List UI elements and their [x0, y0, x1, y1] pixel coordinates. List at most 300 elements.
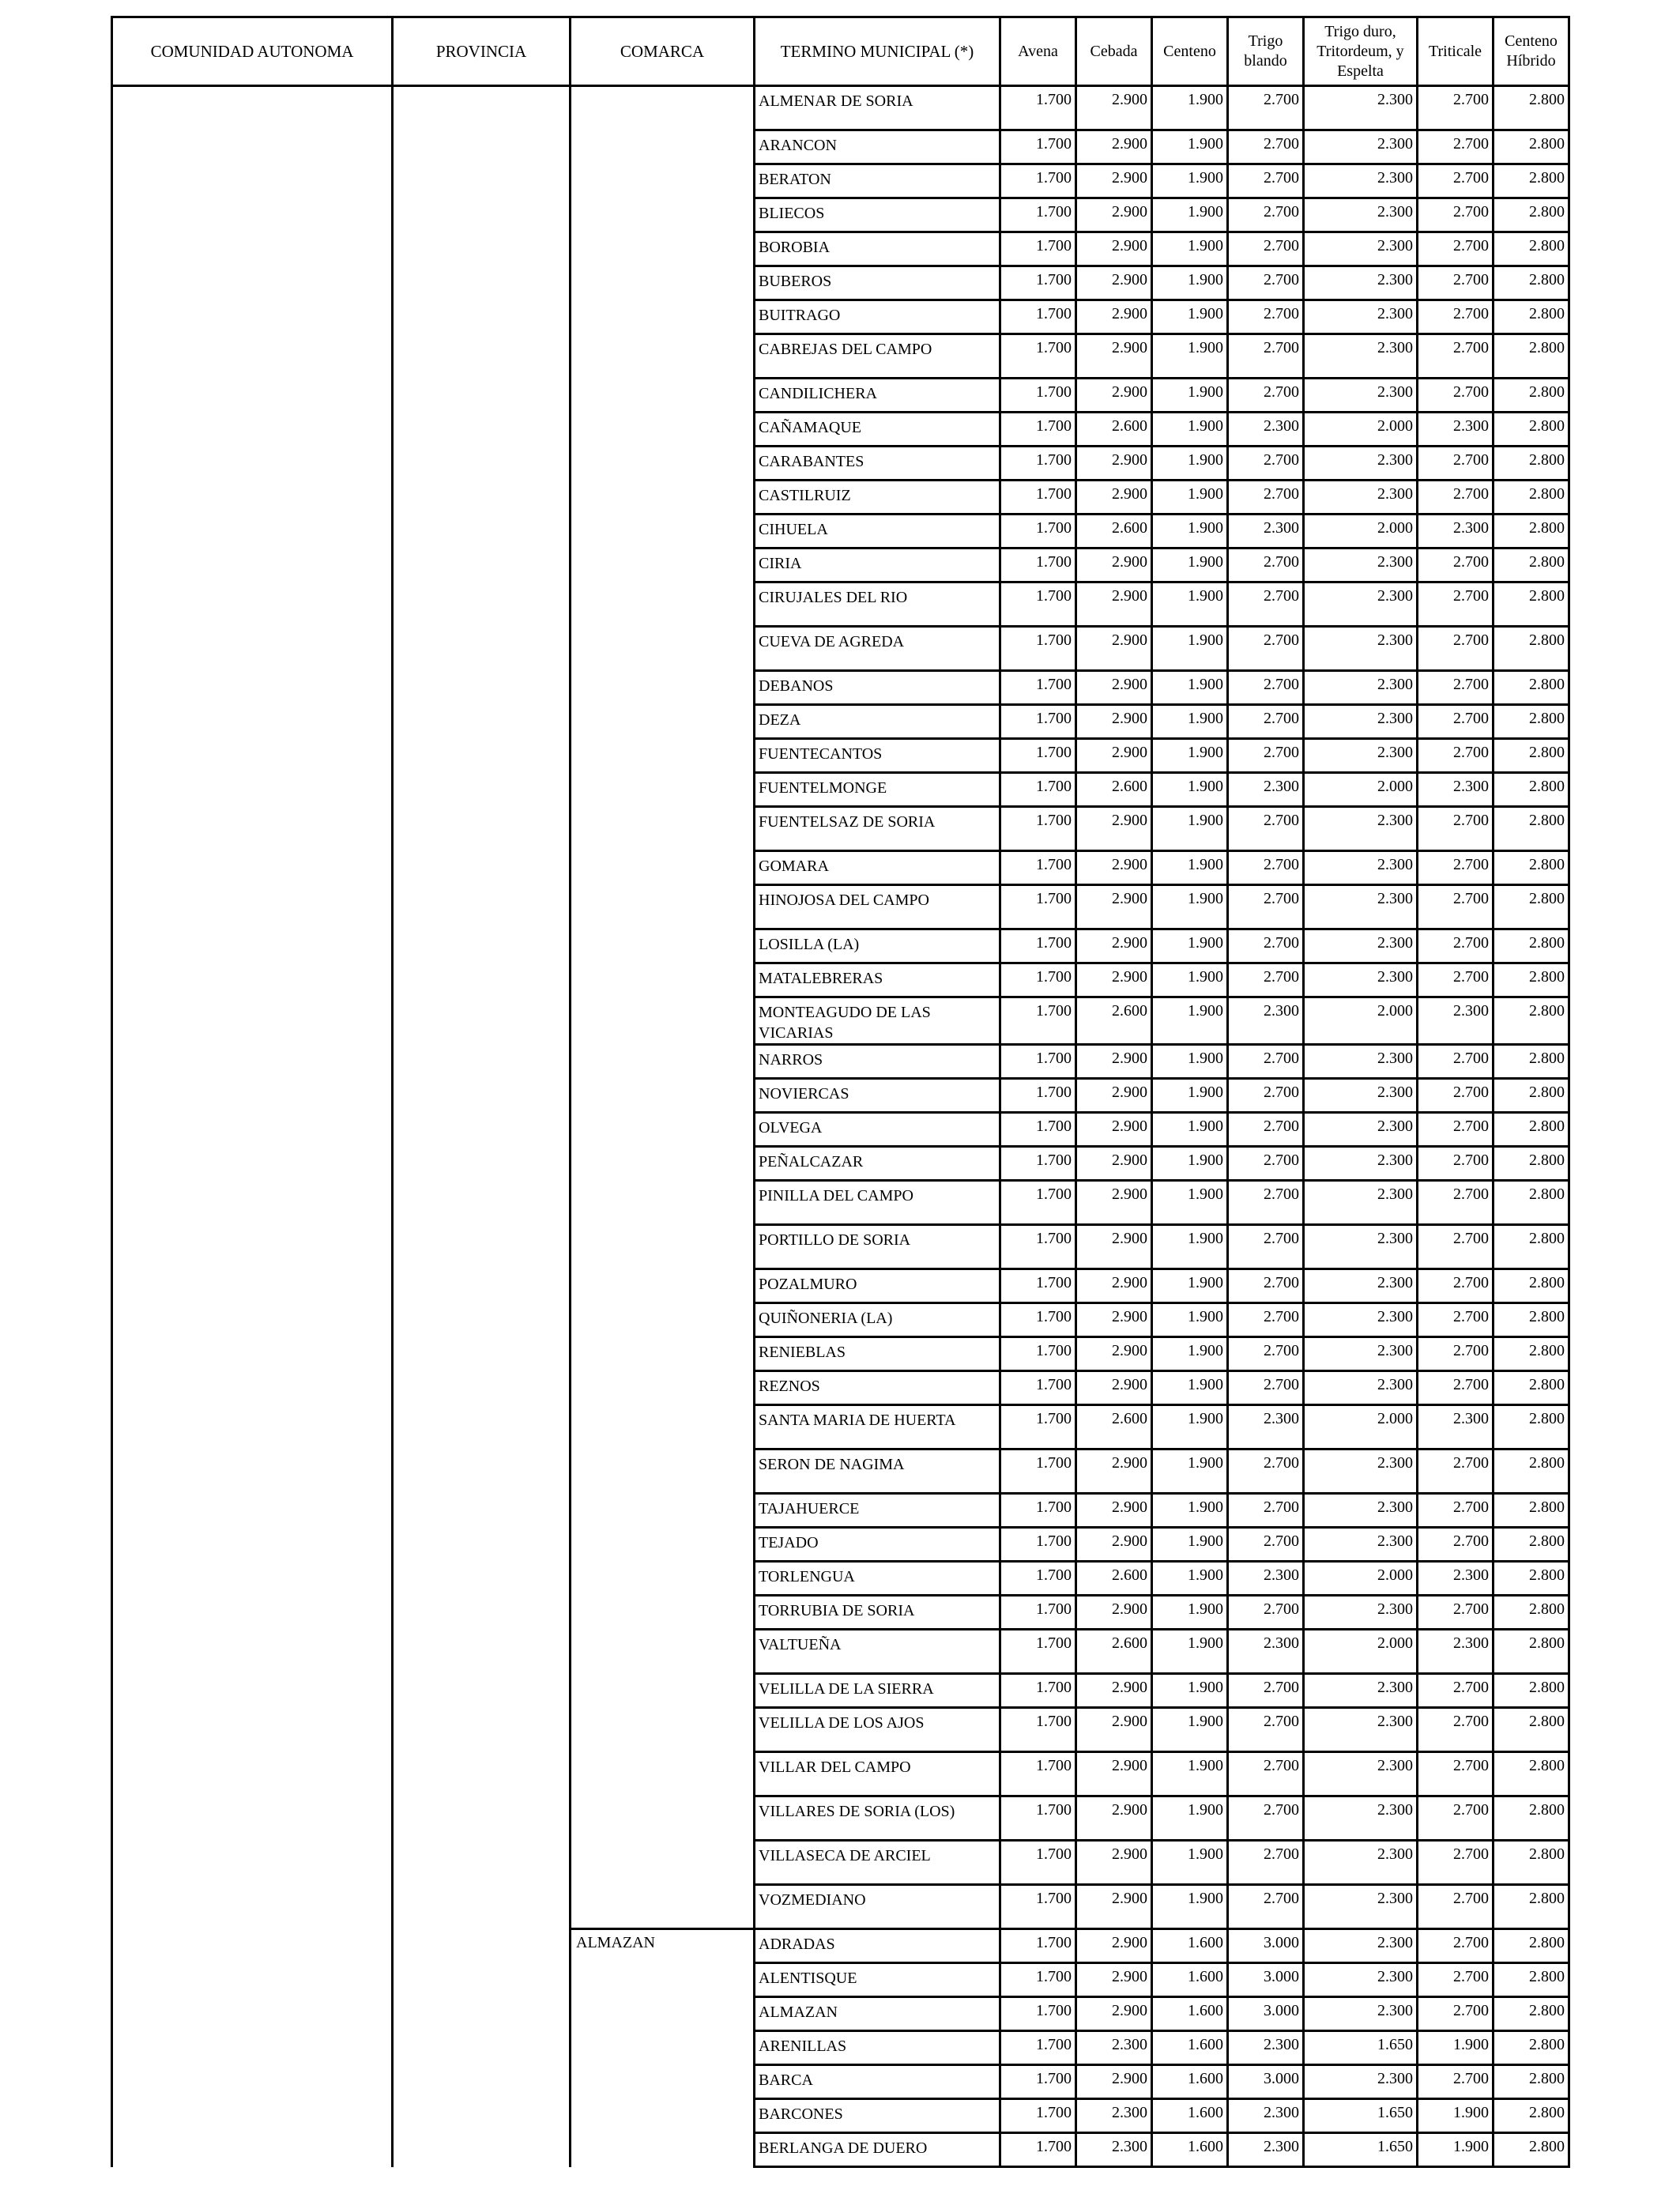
- table-row: [112, 851, 1569, 885]
- centeno-cell: 1.900: [1152, 1630, 1228, 1674]
- centeno-hibrido-cell: 2.800: [1494, 1079, 1569, 1113]
- trigo-blando-cell: 2.700: [1228, 1796, 1304, 1841]
- cebada-cell: 2.900: [1076, 1796, 1152, 1841]
- triticale-cell: 2.700: [1418, 1079, 1494, 1113]
- triticale-cell: 2.700: [1418, 2065, 1494, 2099]
- triticale-cell: 2.700: [1418, 1371, 1494, 1405]
- comarca-cell: [571, 671, 755, 705]
- triticale-cell: 1.900: [1418, 2031, 1494, 2065]
- trigo-blando-cell: 2.700: [1228, 1113, 1304, 1147]
- provincia-cell: [393, 929, 571, 963]
- comunidad-cell: [112, 963, 393, 997]
- municipio-cell: TORLENGUA: [755, 1562, 1000, 1596]
- centeno-cell: 1.900: [1152, 379, 1228, 413]
- trigo-blando-cell: 2.300: [1228, 413, 1304, 447]
- provincia-cell: [393, 447, 571, 481]
- centeno-hibrido-cell: 2.800: [1494, 515, 1569, 548]
- comunidad-cell: [112, 1885, 393, 1929]
- cebada-cell: 2.900: [1076, 548, 1152, 582]
- centeno-hibrido-cell: 2.800: [1494, 300, 1569, 334]
- cebada-cell: 2.900: [1076, 705, 1152, 739]
- provincia-cell: [393, 334, 571, 379]
- centeno-cell: 1.900: [1152, 1596, 1228, 1630]
- avena-cell: 1.700: [1000, 266, 1076, 300]
- centeno-cell: 1.900: [1152, 1796, 1228, 1841]
- provincia-cell: [393, 582, 571, 627]
- table-row: [112, 739, 1569, 773]
- comarca-cell: [571, 1562, 755, 1596]
- table-row: [112, 379, 1569, 413]
- comunidad-cell: [112, 1371, 393, 1405]
- centeno-cell: 1.900: [1152, 1494, 1228, 1528]
- comarca-cell: [571, 627, 755, 671]
- avena-cell: 1.700: [1000, 671, 1076, 705]
- centeno-hibrido-cell: 2.800: [1494, 1494, 1569, 1528]
- table-row: [112, 447, 1569, 481]
- comarca-cell: [571, 1269, 755, 1303]
- triticale-cell: 2.300: [1418, 1630, 1494, 1674]
- comunidad-cell: [112, 2031, 393, 2065]
- cebada-cell: 2.900: [1076, 1269, 1152, 1303]
- centeno-hibrido-cell: 2.800: [1494, 1113, 1569, 1147]
- table-row: [112, 1494, 1569, 1528]
- provincia-cell: [393, 627, 571, 671]
- trigo-blando-cell: 2.700: [1228, 198, 1304, 232]
- centeno-cell: 1.900: [1152, 1562, 1228, 1596]
- trigo-duro-cell: 2.300: [1304, 1752, 1418, 1796]
- triticale-cell: 2.700: [1418, 1674, 1494, 1708]
- table-row: [112, 1796, 1569, 1841]
- municipio-cell: PINILLA DEL CAMPO: [755, 1181, 1000, 1225]
- avena-cell: 1.700: [1000, 929, 1076, 963]
- trigo-blando-cell: 2.300: [1228, 1405, 1304, 1449]
- cebada-cell: 2.900: [1076, 1528, 1152, 1562]
- comunidad-cell: [112, 2099, 393, 2133]
- centeno-hibrido-cell: 2.800: [1494, 1796, 1569, 1841]
- provincia-cell: [393, 232, 571, 266]
- comunidad-cell: [112, 1596, 393, 1630]
- triticale-cell: 1.900: [1418, 2099, 1494, 2133]
- provincia-cell: [393, 1596, 571, 1630]
- provincia-cell: [393, 1885, 571, 1929]
- centeno-cell: 1.900: [1152, 1885, 1228, 1929]
- avena-cell: 1.700: [1000, 1796, 1076, 1841]
- centeno-hibrido-cell: 2.800: [1494, 1449, 1569, 1494]
- trigo-duro-cell: 2.300: [1304, 851, 1418, 885]
- centeno-cell: 1.900: [1152, 334, 1228, 379]
- municipio-cell: ALENTISQUE: [755, 1963, 1000, 1997]
- comarca-cell: [571, 1303, 755, 1337]
- trigo-duro-cell: 2.300: [1304, 807, 1418, 851]
- comarca-cell: [571, 130, 755, 164]
- centeno-hibrido-cell: 2.800: [1494, 1147, 1569, 1181]
- provincia-cell: [393, 1528, 571, 1562]
- comarca-cell: [571, 1113, 755, 1147]
- table-row: [112, 300, 1569, 334]
- municipio-cell: ALMENAR DE SORIA: [755, 86, 1000, 130]
- municipio-cell: PEÑALCAZAR: [755, 1147, 1000, 1181]
- trigo-duro-cell: 2.300: [1304, 1337, 1418, 1371]
- triticale-cell: 2.300: [1418, 997, 1494, 1045]
- avena-cell: 1.700: [1000, 2099, 1076, 2133]
- table-row: [112, 773, 1569, 807]
- provincia-cell: [393, 266, 571, 300]
- provincia-cell: [393, 1963, 571, 1997]
- avena-cell: 1.700: [1000, 997, 1076, 1045]
- municipio-cell: VOZMEDIANO: [755, 1885, 1000, 1929]
- comunidad-cell: [112, 1147, 393, 1181]
- comunidad-cell: [112, 413, 393, 447]
- municipio-cell: MONTEAGUDO DE LAS VICARIAS: [755, 997, 1000, 1045]
- comunidad-cell: [112, 2065, 393, 2099]
- table-row: [112, 1841, 1569, 1885]
- comarca-cell: [571, 1079, 755, 1113]
- municipio-cell: GOMARA: [755, 851, 1000, 885]
- trigo-blando-cell: 2.700: [1228, 671, 1304, 705]
- trigo-duro-cell: 2.300: [1304, 1929, 1418, 1963]
- municipio-cell: TAJAHUERCE: [755, 1494, 1000, 1528]
- centeno-hibrido-cell: 2.800: [1494, 671, 1569, 705]
- table-row: [112, 1885, 1569, 1929]
- provincia-cell: [393, 1630, 571, 1674]
- table-row: [112, 1674, 1569, 1708]
- avena-cell: 1.700: [1000, 1405, 1076, 1449]
- comarca-cell: [571, 379, 755, 413]
- cebada-cell: 2.900: [1076, 130, 1152, 164]
- comunidad-cell: [112, 1929, 393, 1963]
- provincia-cell: [393, 1841, 571, 1885]
- table-row: [112, 232, 1569, 266]
- table-row: [112, 86, 1569, 130]
- table-row: [112, 997, 1569, 1045]
- trigo-duro-cell: 2.300: [1304, 2065, 1418, 2099]
- avena-cell: 1.700: [1000, 164, 1076, 198]
- provincia-cell: [393, 1303, 571, 1337]
- centeno-hibrido-cell: 2.800: [1494, 1405, 1569, 1449]
- provincia-cell: [393, 1113, 571, 1147]
- provincia-cell: [393, 705, 571, 739]
- trigo-duro-cell: 2.300: [1304, 1674, 1418, 1708]
- comunidad-cell: [112, 1337, 393, 1371]
- provincia-cell: [393, 1405, 571, 1449]
- centeno-hibrido-cell: 2.800: [1494, 1630, 1569, 1674]
- avena-cell: 1.700: [1000, 413, 1076, 447]
- municipio-cell: TEJADO: [755, 1528, 1000, 1562]
- comarca-cell: [571, 447, 755, 481]
- cebada-cell: 2.900: [1076, 1997, 1152, 2031]
- triticale-cell: 2.700: [1418, 300, 1494, 334]
- centeno-hibrido-cell: 2.800: [1494, 2133, 1569, 2167]
- triticale-cell: 2.700: [1418, 582, 1494, 627]
- avena-cell: 1.700: [1000, 1674, 1076, 1708]
- table-row: [112, 1303, 1569, 1337]
- table-row: [112, 266, 1569, 300]
- municipio-cell: TORRUBIA DE SORIA: [755, 1596, 1000, 1630]
- avena-cell: 1.700: [1000, 2031, 1076, 2065]
- comunidad-cell: [112, 130, 393, 164]
- centeno-hibrido-cell: 2.800: [1494, 379, 1569, 413]
- table-row: [112, 807, 1569, 851]
- table-row: [112, 1079, 1569, 1113]
- triticale-cell: 2.700: [1418, 627, 1494, 671]
- cebada-cell: 2.900: [1076, 963, 1152, 997]
- comarca-cell: [571, 1045, 755, 1079]
- trigo-duro-cell: 2.300: [1304, 481, 1418, 515]
- avena-cell: 1.700: [1000, 1963, 1076, 1997]
- centeno-cell: 1.900: [1152, 413, 1228, 447]
- municipio-cell: CASTILRUIZ: [755, 481, 1000, 515]
- cebada-cell: 2.900: [1076, 929, 1152, 963]
- municipio-cell: BERATON: [755, 164, 1000, 198]
- trigo-blando-cell: 2.700: [1228, 851, 1304, 885]
- cebada-cell: 2.900: [1076, 807, 1152, 851]
- centeno-cell: 1.900: [1152, 1528, 1228, 1562]
- comunidad-cell: [112, 885, 393, 929]
- provincia-cell: [393, 2031, 571, 2065]
- trigo-blando-cell: 2.700: [1228, 379, 1304, 413]
- cebada-cell: 2.900: [1076, 447, 1152, 481]
- provincia-cell: [393, 997, 571, 1045]
- comarca-cell: [571, 1494, 755, 1528]
- trigo-duro-cell: 2.000: [1304, 515, 1418, 548]
- avena-cell: 1.700: [1000, 300, 1076, 334]
- municipio-cell: SERON DE NAGIMA: [755, 1449, 1000, 1494]
- centeno-hibrido-cell: 2.800: [1494, 1303, 1569, 1337]
- provincia-cell: [393, 1796, 571, 1841]
- trigo-blando-cell: 2.700: [1228, 1147, 1304, 1181]
- trigo-duro-cell: 2.300: [1304, 1885, 1418, 1929]
- centeno-hibrido-cell: 2.800: [1494, 1841, 1569, 1885]
- comunidad-cell: [112, 515, 393, 548]
- municipio-cell: BOROBIA: [755, 232, 1000, 266]
- trigo-duro-cell: 2.300: [1304, 1113, 1418, 1147]
- avena-cell: 1.700: [1000, 515, 1076, 548]
- cebada-cell: 2.900: [1076, 1929, 1152, 1963]
- trigo-blando-cell: 2.700: [1228, 1269, 1304, 1303]
- municipio-cell: CIRIA: [755, 548, 1000, 582]
- trigo-duro-cell: 2.300: [1304, 379, 1418, 413]
- table-row: [112, 2031, 1569, 2065]
- provincia-cell: [393, 1494, 571, 1528]
- trigo-blando-cell: 2.300: [1228, 1630, 1304, 1674]
- comunidad-cell: [112, 1181, 393, 1225]
- trigo-duro-cell: 2.300: [1304, 300, 1418, 334]
- comunidad-cell: [112, 232, 393, 266]
- cebada-cell: 2.900: [1076, 164, 1152, 198]
- triticale-cell: 2.700: [1418, 705, 1494, 739]
- centeno-cell: 1.900: [1152, 1225, 1228, 1269]
- triticale-cell: 2.700: [1418, 807, 1494, 851]
- trigo-blando-cell: 2.700: [1228, 627, 1304, 671]
- triticale-cell: 2.700: [1418, 1796, 1494, 1841]
- centeno-cell: 1.900: [1152, 300, 1228, 334]
- municipio-cell: CARABANTES: [755, 447, 1000, 481]
- centeno-cell: 1.900: [1152, 198, 1228, 232]
- centeno-cell: 1.900: [1152, 1405, 1228, 1449]
- trigo-blando-cell: 2.700: [1228, 266, 1304, 300]
- avena-cell: 1.700: [1000, 1929, 1076, 1963]
- comarca-cell: [571, 963, 755, 997]
- triticale-cell: 2.700: [1418, 1841, 1494, 1885]
- cebada-cell: 2.900: [1076, 1371, 1152, 1405]
- centeno-cell: 1.900: [1152, 851, 1228, 885]
- header-termino-municipal: TERMINO MUNICIPAL (*): [755, 17, 1000, 86]
- centeno-cell: 1.900: [1152, 671, 1228, 705]
- centeno-cell: 1.600: [1152, 1997, 1228, 2031]
- avena-cell: 1.700: [1000, 1708, 1076, 1752]
- trigo-blando-cell: 2.700: [1228, 1708, 1304, 1752]
- municipio-cell: BLIECOS: [755, 198, 1000, 232]
- municipio-cell: HINOJOSA DEL CAMPO: [755, 885, 1000, 929]
- comarca-cell: [571, 1225, 755, 1269]
- comarca-cell: [571, 515, 755, 548]
- trigo-blando-cell: 2.300: [1228, 515, 1304, 548]
- municipio-cell: VALTUEÑA: [755, 1630, 1000, 1674]
- avena-cell: 1.700: [1000, 1885, 1076, 1929]
- trigo-duro-cell: 2.000: [1304, 413, 1418, 447]
- provincia-cell: [393, 2099, 571, 2133]
- table-row: [112, 705, 1569, 739]
- trigo-blando-cell: 2.300: [1228, 2133, 1304, 2167]
- provincia-cell: [393, 86, 571, 130]
- trigo-blando-cell: 2.700: [1228, 1752, 1304, 1796]
- triticale-cell: 2.700: [1418, 130, 1494, 164]
- municipio-cell: NOVIERCAS: [755, 1079, 1000, 1113]
- triticale-cell: 2.700: [1418, 1045, 1494, 1079]
- comarca-cell: [571, 2133, 755, 2167]
- comarca-cell: [571, 997, 755, 1045]
- trigo-duro-cell: 2.000: [1304, 773, 1418, 807]
- provincia-cell: [393, 1752, 571, 1796]
- triticale-cell: 1.900: [1418, 2133, 1494, 2167]
- triticale-cell: 2.700: [1418, 1225, 1494, 1269]
- trigo-duro-cell: 2.300: [1304, 130, 1418, 164]
- table-body: [112, 86, 1569, 2167]
- comarca-cell: [571, 1337, 755, 1371]
- triticale-cell: 2.700: [1418, 1147, 1494, 1181]
- triticale-cell: 2.700: [1418, 447, 1494, 481]
- trigo-blando-cell: 2.300: [1228, 773, 1304, 807]
- centeno-cell: 1.600: [1152, 1929, 1228, 1963]
- trigo-blando-cell: 2.700: [1228, 1885, 1304, 1929]
- triticale-cell: 2.700: [1418, 198, 1494, 232]
- table-row: [112, 1929, 1569, 1963]
- triticale-cell: 2.300: [1418, 1405, 1494, 1449]
- triticale-cell: 2.700: [1418, 548, 1494, 582]
- comarca-cell: [571, 1963, 755, 1997]
- trigo-duro-cell: 2.300: [1304, 1303, 1418, 1337]
- comarca-cell: [571, 1752, 755, 1796]
- trigo-duro-cell: 2.300: [1304, 86, 1418, 130]
- centeno-hibrido-cell: 2.800: [1494, 2099, 1569, 2133]
- centeno-cell: 1.900: [1152, 548, 1228, 582]
- table-row: [112, 627, 1569, 671]
- trigo-duro-cell: 2.300: [1304, 1079, 1418, 1113]
- cebada-cell: 2.900: [1076, 266, 1152, 300]
- table-row: [112, 334, 1569, 379]
- municipio-cell: VELILLA DE LOS AJOS: [755, 1708, 1000, 1752]
- cebada-cell: 2.900: [1076, 2065, 1152, 2099]
- avena-cell: 1.700: [1000, 1371, 1076, 1405]
- triticale-cell: 2.700: [1418, 232, 1494, 266]
- cebada-cell: 2.900: [1076, 86, 1152, 130]
- trigo-duro-cell: 2.300: [1304, 885, 1418, 929]
- municipio-cell: VILLARES DE SORIA (LOS): [755, 1796, 1000, 1841]
- cebada-cell: 2.900: [1076, 1045, 1152, 1079]
- trigo-blando-cell: 2.700: [1228, 705, 1304, 739]
- avena-cell: 1.700: [1000, 807, 1076, 851]
- centeno-cell: 1.900: [1152, 1079, 1228, 1113]
- comarca-cell: [571, 851, 755, 885]
- provincia-cell: [393, 2065, 571, 2099]
- comarca-cell: [571, 739, 755, 773]
- centeno-hibrido-cell: 2.800: [1494, 1337, 1569, 1371]
- avena-cell: 1.700: [1000, 1596, 1076, 1630]
- provincia-cell: [393, 548, 571, 582]
- cebada-cell: 2.300: [1076, 2099, 1152, 2133]
- header-trigo-duro: Trigo duro, Tritordeum, y Espelta: [1304, 17, 1418, 86]
- triticale-cell: 2.700: [1418, 481, 1494, 515]
- table-row: [112, 885, 1569, 929]
- trigo-blando-cell: 2.700: [1228, 300, 1304, 334]
- centeno-cell: 1.900: [1152, 963, 1228, 997]
- avena-cell: 1.700: [1000, 1181, 1076, 1225]
- cebada-cell: 2.900: [1076, 1885, 1152, 1929]
- trigo-duro-cell: 2.300: [1304, 548, 1418, 582]
- avena-cell: 1.700: [1000, 1147, 1076, 1181]
- comarca-cell: ALMAZAN: [571, 1929, 755, 1963]
- trigo-duro-cell: 2.300: [1304, 1963, 1418, 1997]
- triticale-cell: 2.700: [1418, 1963, 1494, 1997]
- trigo-blando-cell: 2.700: [1228, 232, 1304, 266]
- comarca-cell: [571, 232, 755, 266]
- comunidad-cell: [112, 1963, 393, 1997]
- table-row: [112, 2099, 1569, 2133]
- triticale-cell: 2.700: [1418, 1528, 1494, 1562]
- cebada-cell: 2.900: [1076, 232, 1152, 266]
- trigo-blando-cell: 3.000: [1228, 1963, 1304, 1997]
- trigo-blando-cell: 2.700: [1228, 739, 1304, 773]
- table-row: [112, 1449, 1569, 1494]
- centeno-hibrido-cell: 2.800: [1494, 963, 1569, 997]
- comunidad-cell: [112, 582, 393, 627]
- trigo-duro-cell: 2.300: [1304, 963, 1418, 997]
- provincia-cell: [393, 1147, 571, 1181]
- centeno-cell: 1.900: [1152, 582, 1228, 627]
- comarca-cell: [571, 1885, 755, 1929]
- comarca-cell: [571, 1708, 755, 1752]
- municipio-cell: FUENTELSAZ DE SORIA: [755, 807, 1000, 851]
- avena-cell: 1.700: [1000, 334, 1076, 379]
- centeno-cell: 1.600: [1152, 2065, 1228, 2099]
- comarca-cell: [571, 582, 755, 627]
- comarca-cell: [571, 413, 755, 447]
- municipio-cell: FUENTELMONGE: [755, 773, 1000, 807]
- avena-cell: 1.700: [1000, 198, 1076, 232]
- comarca-cell: [571, 1147, 755, 1181]
- centeno-cell: 1.900: [1152, 1045, 1228, 1079]
- table-row: [112, 481, 1569, 515]
- triticale-cell: 2.700: [1418, 1494, 1494, 1528]
- trigo-blando-cell: 2.700: [1228, 130, 1304, 164]
- comarca-cell: [571, 1997, 755, 2031]
- comarca-cell: [571, 334, 755, 379]
- centeno-cell: 1.600: [1152, 1963, 1228, 1997]
- centeno-cell: 1.900: [1152, 807, 1228, 851]
- provincia-cell: [393, 1045, 571, 1079]
- table-row: [112, 1405, 1569, 1449]
- provincia-cell: [393, 1562, 571, 1596]
